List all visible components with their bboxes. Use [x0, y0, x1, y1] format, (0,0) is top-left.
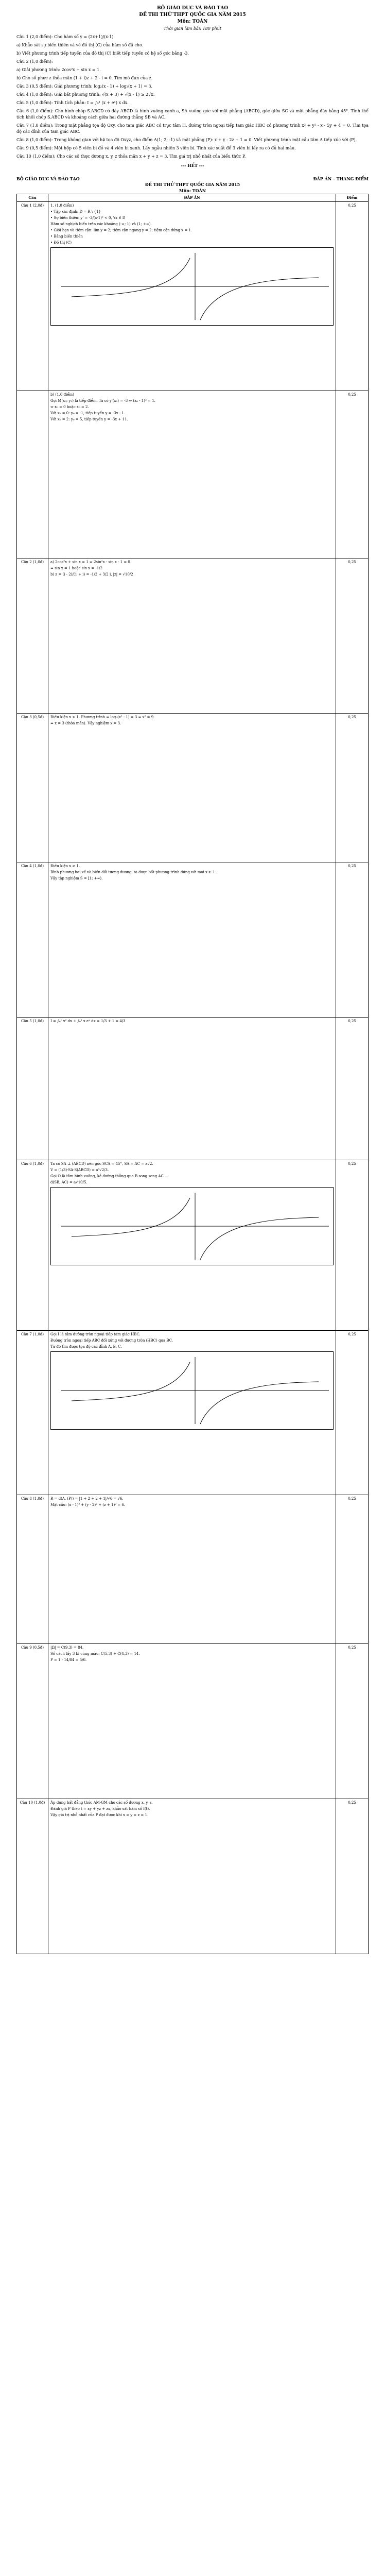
row-question: Câu 9 (0,5đ) [17, 1644, 48, 1799]
exam-title: ĐỀ THI THỬ THPT QUỐC GIA NĂM 2015 [139, 12, 246, 18]
answer-line: Đánh giá P theo t = xy + yz + zx, khảo sát hàm số f(t). [50, 1807, 150, 1811]
row-space [50, 578, 334, 712]
answer-line: ⇔ x = 3 (thỏa mãn). Vậy nghiệm x = 3. [50, 721, 121, 725]
answer-line: Số cách lấy 3 bi cùng màu: C(5,3) + C(4,3) = 14. [50, 1652, 140, 1656]
row-space [50, 328, 334, 389]
question-text: b) Cho số phức z thỏa mãn (1 + i)z + 2 - i = 0. Tìm mô đun của z. [16, 76, 153, 80]
answer-line: Điều kiện x ≥ 1. [50, 864, 80, 868]
answer-line: Từ đó tìm được tọa độ các đỉnh A, B, C. [50, 1345, 122, 1349]
question-text: Câu 10 (1,0 điểm): Cho các số thực dương x, y, z thỏa mãn x + y + z = 3. Tìm giá trị nhỏ nhất của biểu thức P. [16, 154, 246, 159]
answer-line: Mặt cầu: (x - 1)² + (y - 2)² + (z + 1)² = 6. [50, 1503, 126, 1507]
figure [50, 1187, 334, 1265]
answer-line: P = 1 - 14/84 = 5/6. [50, 1658, 87, 1662]
table-row [17, 1160, 369, 1331]
row-space [50, 1025, 334, 1159]
row-points: 0,25 [336, 862, 369, 1018]
answer-line: b) z = (i - 2)/(1 + i) = -1/2 + 3/2 i, |z| = √10/2 [50, 572, 133, 577]
exam-subject: Môn: TOÁN [177, 19, 208, 24]
answer-line: Điều kiện x > 1. Phương trình ⇔ log₂(x² - 1) = 3 ⇔ x² = 9 [50, 715, 154, 719]
row-answer [48, 1495, 336, 1644]
col-cau: Câu [17, 194, 48, 202]
row-question: Câu 3 (0,5đ) [17, 714, 48, 862]
figure-svg [51, 1188, 339, 1265]
question-text: Câu 9 (0,5 điểm): Một hộp có 5 viên bi đỏ và 4 viên bi xanh. Lấy ngẫu nhiên 3 viên bi. Tính xác suất để 3 viên bi lấy ra có đủ hai màu. [16, 146, 296, 150]
col-diem: Điểm [336, 194, 369, 202]
answer-line: Vậy giá trị nhỏ nhất của P đạt được khi x = y = z = 1. [50, 1813, 149, 1817]
row-space [50, 1819, 334, 1953]
row-space [50, 423, 334, 557]
question-text: Câu 8 (1,0 điểm): Trong không gian với hệ tọa độ Oxyz, cho điểm A(1; 2; -1) và mặt phẳng (P): x + y - 2z + 1 = 0. Viết phương trình mặt cầu tâm A tiếp xúc với (P). [16, 138, 357, 142]
table-row [17, 862, 369, 1018]
answer-table-body [17, 202, 369, 1954]
question-text: Câu 2 (1,0 điểm): [16, 59, 53, 64]
row-space [50, 1267, 334, 1329]
row-answer [48, 1018, 336, 1160]
table-row [17, 558, 369, 714]
answer-line: b) (1,0 điểm) [50, 393, 74, 397]
question-text: Câu 4 (1,0 điểm): Giải bất phương trình: √(x + 3) + √(x - 1) ≥ 2√x. [16, 92, 155, 97]
row-space [50, 1664, 334, 1798]
answer-line: Hàm số nghịch biến trên các khoảng (-∞; 1) và (1; +∞). [50, 222, 152, 226]
question-text: a) Khảo sát sự biến thiên và vẽ đồ thị (C) của hàm số đã cho. [16, 43, 144, 47]
row-points: 0,25 [336, 1644, 369, 1799]
figure-svg [51, 248, 339, 325]
table-row [17, 1644, 369, 1799]
figure [50, 247, 334, 326]
answer-line: Với x₀ = 2: y₀ = 5, tiếp tuyến y = -3x + 11. [50, 417, 128, 421]
row-question: Câu 1 (2,0đ) [17, 202, 48, 391]
row-question: Câu 4 (1,0đ) [17, 862, 48, 1018]
row-points: 0,25 [336, 1331, 369, 1495]
answer-line: Bình phương hai vế và biến đổi tương đương, ta được bất phương trình đúng với mọi x ≥ 1. [50, 870, 216, 874]
answer-line: Với x₀ = 0: y₀ = -1, tiếp tuyến y = -3x - 1. [50, 411, 126, 415]
answer-org: BỘ GIÁO DỤC VÀ ĐÀO TẠO [16, 176, 80, 181]
table-row [17, 1018, 369, 1160]
table-row [17, 1799, 369, 1954]
row-answer [48, 1799, 336, 1954]
row-points: 0,25 [336, 1018, 369, 1160]
row-space [50, 1509, 334, 1642]
question-text: a) Giải phương trình: 2cos²x + sin x = 1. [16, 67, 101, 72]
answer-title: ĐỀ THI THỬ THPT QUỐC GIA NĂM 2015 [145, 182, 240, 187]
row-answer [48, 202, 336, 391]
row-question: Câu 6 (1,0đ) [17, 1160, 48, 1331]
row-answer [48, 391, 336, 558]
answer-line: Gọi O là tâm hình vuông, kẻ đường thẳng qua B song song AC ... [50, 1174, 168, 1178]
figure-svg [51, 1352, 339, 1429]
answer-line: • Đồ thị (C) [50, 241, 72, 245]
question-list [16, 34, 369, 160]
answer-table [16, 194, 369, 1954]
row-question: Câu 7 (1,0đ) [17, 1331, 48, 1495]
answer-line: I = ∫₀¹ x² dx + ∫₀¹ x eˣ dx = 1/3 + 1 = 4/3 [50, 1019, 126, 1023]
answer-line: • Bảng biến thiên [50, 234, 83, 239]
question-text: Câu 7 (1,0 điểm): Trong mặt phẳng tọa độ Oxy, cho tam giác ABC có trực tâm H, đường tròn ngoại tiếp tam giác HBC có phương trình x² + y² - x - 5y + 4 = 0. Tìm tọa độ các đỉnh của tam giác ABC. [16, 123, 369, 134]
answer-line: |Ω| = C(9,3) = 84. [50, 1646, 84, 1650]
exam-time: Thời gian làm bài: 180 phút [163, 26, 222, 31]
answer-line: Đường tròn ngoại tiếp ABC đối xứng với đường tròn (HBC) qua BC. [50, 1338, 173, 1343]
row-points: 0,25 [336, 391, 369, 558]
answer-line: Ta có SA ⊥ (ABCD) nên góc SCA = 45°, SA = AC = a√2. [50, 1162, 153, 1166]
exam-org: BỘ GIÁO DỤC VÀ ĐÀO TẠO [156, 6, 229, 11]
row-points: 0,25 [336, 558, 369, 714]
question-text: Câu 6 (1,0 điểm): Cho hình chóp S.ABCD có đáy ABCD là hình vuông cạnh a, SA vuông góc với mặt phẳng (ABCD), góc giữa SC và mặt phẳng đáy bằng 45°. Tính thể tích khối chóp S.ABCD và khoảng cách giữa hai đường thẳng SB và AC. [16, 109, 369, 120]
exam-end: --- HẾT --- [181, 163, 204, 168]
exam-header [16, 0, 369, 32]
table-row [17, 391, 369, 558]
answer-line: • Tập xác định: D = R \ {1} [50, 210, 101, 214]
exam-sheet [16, 0, 369, 1954]
answer-line: ⇔ sin x = 1 hoặc sin x = -1/2 [50, 566, 103, 570]
row-question: Câu 5 (1,0đ) [17, 1018, 48, 1160]
answer-line: V = (1/3)·SA·S(ABCD) = a³√2/3. [50, 1168, 109, 1172]
row-space [50, 1432, 334, 1494]
answer-header [16, 176, 369, 181]
question-text: Câu 3 (0,5 điểm): Giải phương trình: log₂(x - 1) + log₂(x + 1) = 3. [16, 84, 153, 89]
answer-line: Gọi I là tâm đường tròn ngoại tiếp tam giác HBC. [50, 1332, 141, 1336]
answer-heading: ĐÁP ÁN – THANG ĐIỂM [313, 176, 369, 181]
answer-line: Vậy tập nghiệm S = [1; +∞). [50, 876, 103, 880]
figure [50, 1351, 334, 1430]
answer-line: a) 2cos²x + sin x = 1 ⇔ 2sin²x - sin x - 1 = 0 [50, 560, 130, 564]
row-question [17, 391, 48, 558]
answer-line: R = d(A, (P)) = |1 + 2 + 2 + 1|/√6 = √6. [50, 1497, 124, 1501]
row-points: 0,25 [336, 202, 369, 391]
table-row [17, 202, 369, 391]
row-points: 0,25 [336, 1495, 369, 1644]
answer-line: d(SB, AC) = a√10/5. [50, 1180, 87, 1184]
col-dapan: ĐÁP ÁN [48, 194, 336, 202]
row-question: Câu 8 (1,0đ) [17, 1495, 48, 1644]
answer-table-header [17, 194, 369, 202]
answer-line: 1. (1,0 điểm) [50, 204, 74, 208]
row-answer [48, 1160, 336, 1331]
row-points: 0,25 [336, 714, 369, 862]
answer-line: Áp dụng bất đẳng thức AM-GM cho các số dương x, y, z. [50, 1801, 153, 1805]
answer-line: Gọi M(x₀; y₀) là tiếp điểm. Ta có y'(x₀) = -3 ⇔ (x₀ - 1)² = 1. [50, 399, 155, 403]
row-question: Câu 10 (1,0đ) [17, 1799, 48, 1954]
answer-subject: Môn: TOÁN [179, 188, 206, 193]
table-row [17, 1331, 369, 1495]
row-question: Câu 2 (1,0đ) [17, 558, 48, 714]
row-answer [48, 862, 336, 1018]
row-answer [48, 1644, 336, 1799]
answer-line: • Sự biến thiên: y' = -3/(x-1)² < 0, ∀x ∈ D [50, 216, 126, 220]
answer-line: • Giới hạn và tiệm cận: lim y = 2; tiệm cận ngang y = 2; tiệm cận đứng x = 1. [50, 228, 192, 232]
question-text: b) Viết phương trình tiếp tuyến của đồ thị (C) biết tiếp tuyến có hệ số góc bằng -3. [16, 51, 189, 56]
row-answer [48, 558, 336, 714]
table-row [17, 714, 369, 862]
row-answer [48, 714, 336, 862]
table-row [17, 1495, 369, 1644]
row-space [50, 882, 334, 1016]
question-text: Câu 5 (1,0 điểm): Tính tích phân: I = ∫₀¹ (x + eˣ) x dx. [16, 100, 129, 105]
question-text: Câu 1 (2,0 điểm): Cho hàm số y = (2x+1)/(x-1) [16, 35, 114, 39]
row-space [50, 727, 334, 861]
row-points: 0,25 [336, 1799, 369, 1954]
answer-line: ⇔ x₀ = 0 hoặc x₀ = 2. [50, 405, 89, 409]
row-answer [48, 1331, 336, 1495]
row-points: 0,25 [336, 1160, 369, 1331]
